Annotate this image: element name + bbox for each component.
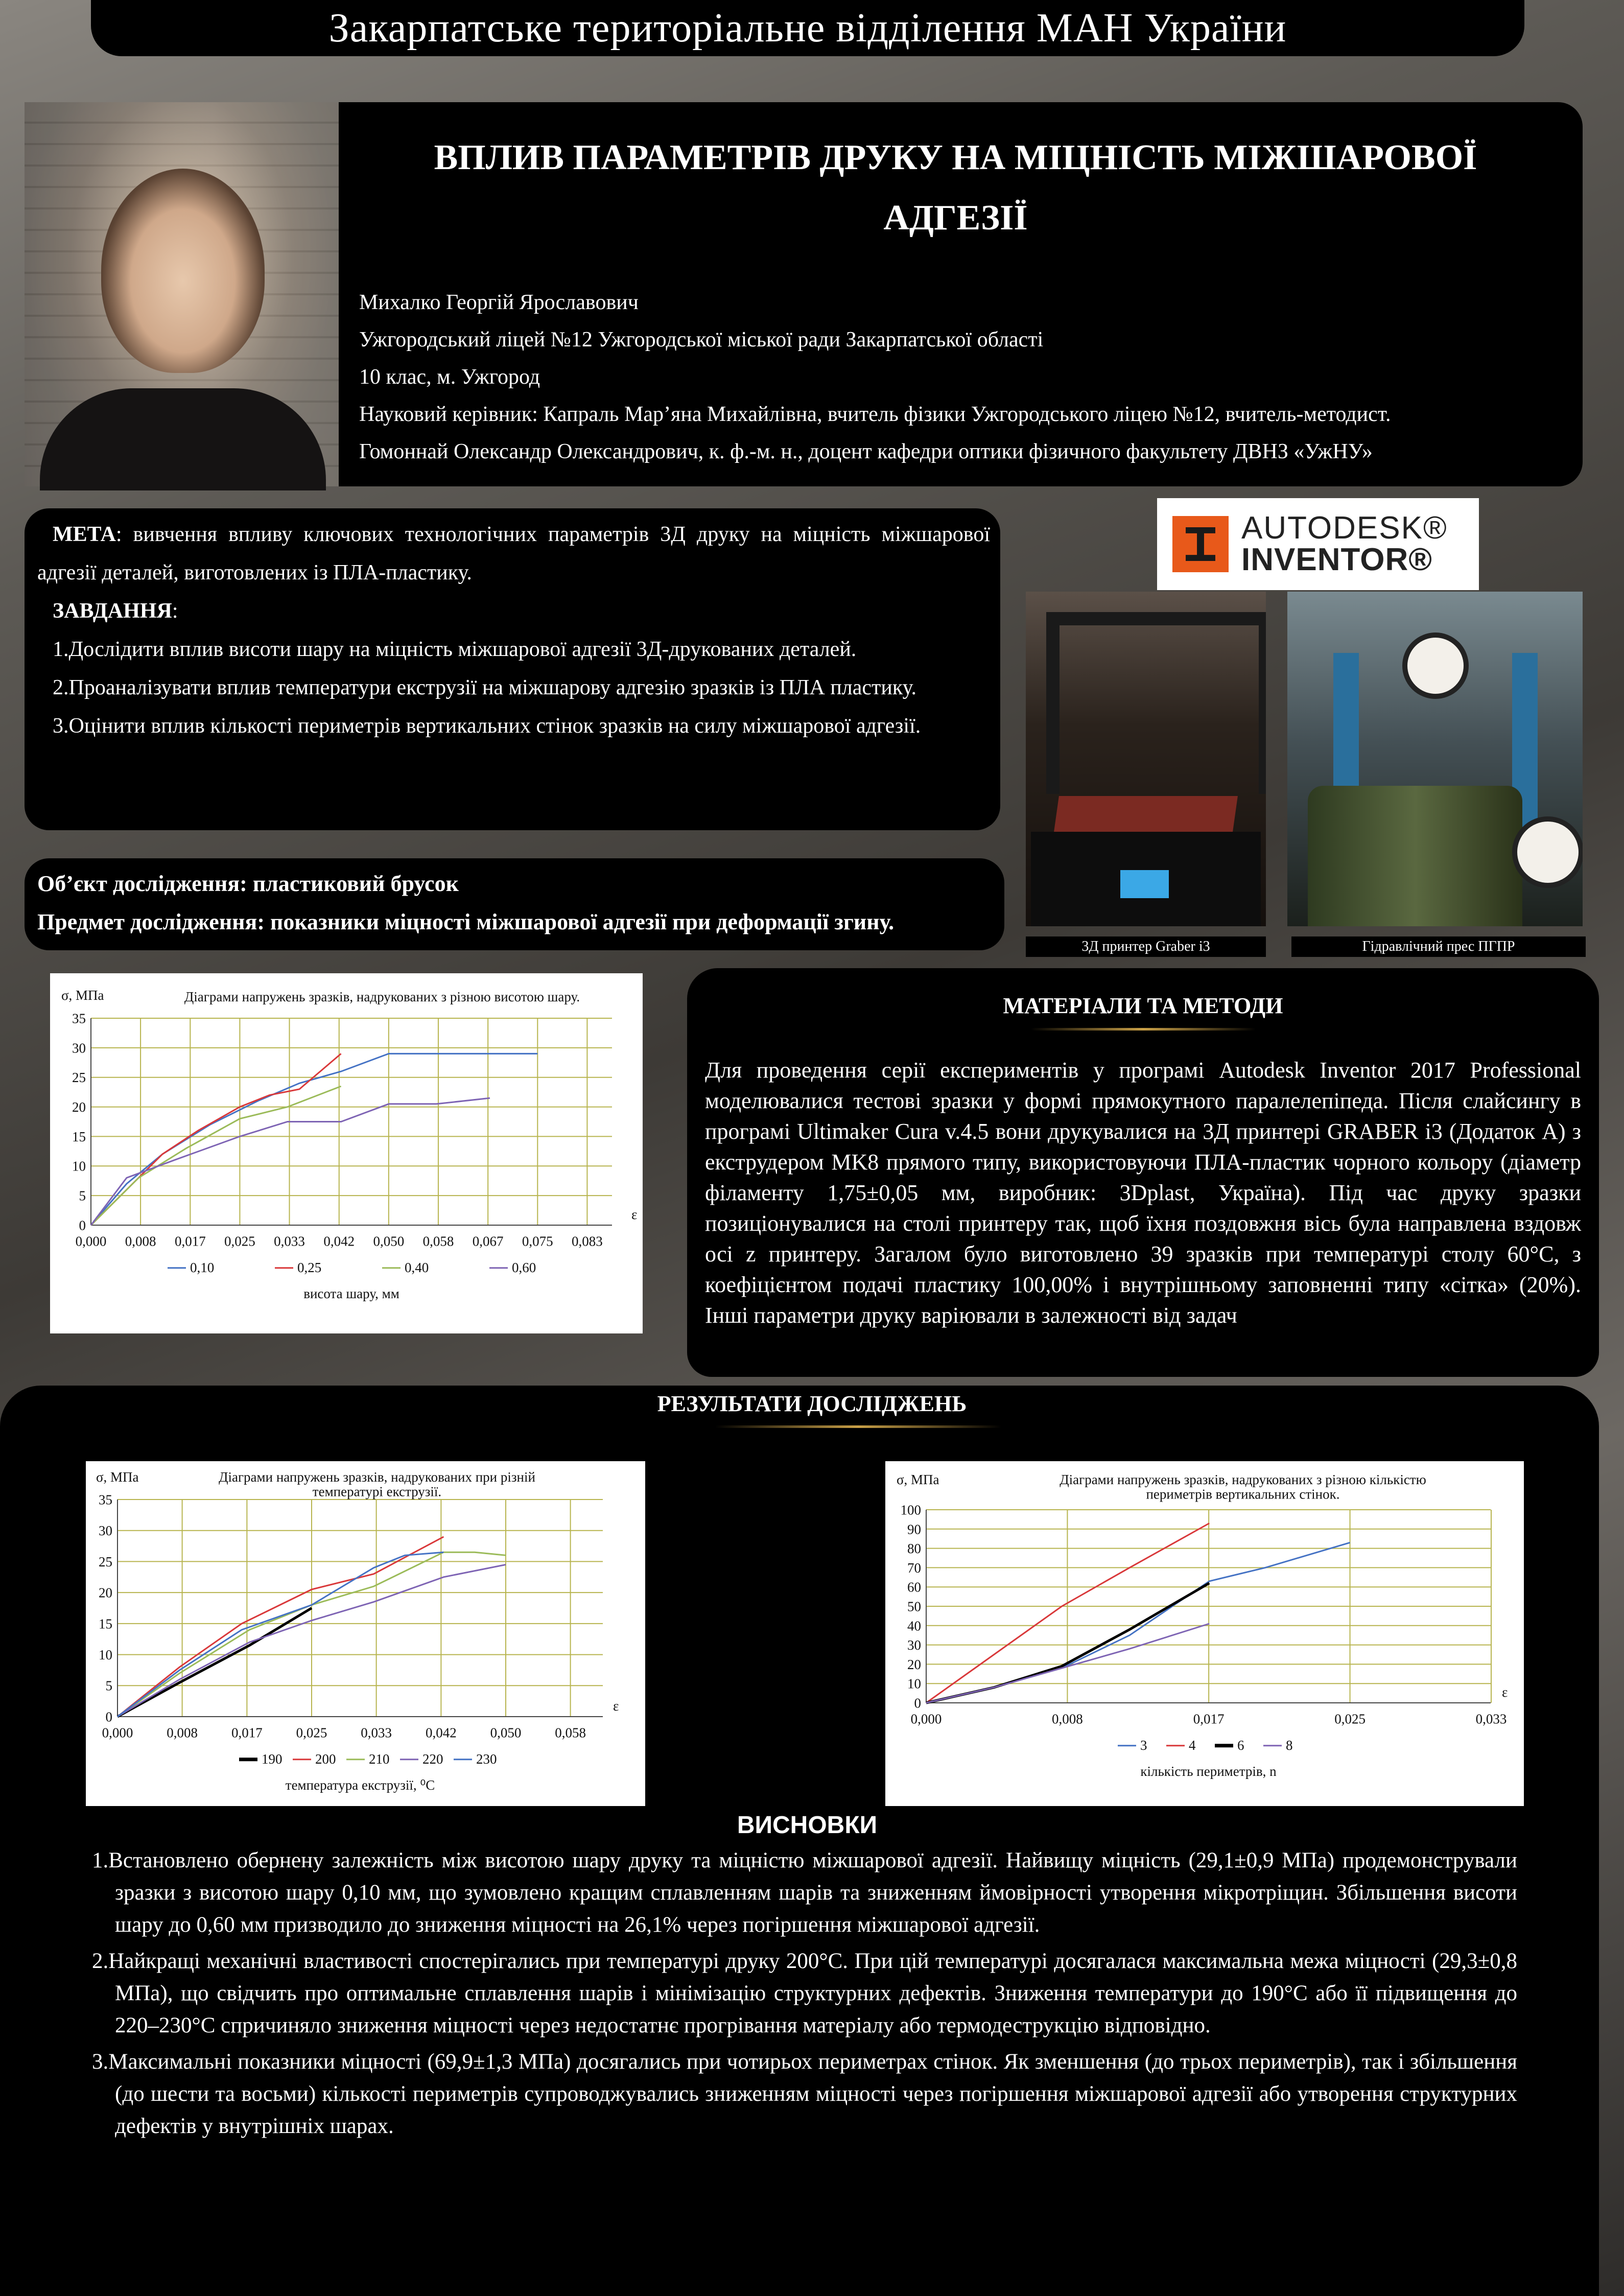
subject-line: Предмет дослідження: показники міцності міжшарової адгезії при деформації згину. (37, 909, 895, 934)
legend-label: 0,60 (512, 1259, 536, 1275)
x-tick-label: 0,017 (174, 1233, 206, 1249)
series-line-0,25 (91, 1053, 341, 1225)
y-tick-label: 70 (907, 1560, 921, 1576)
results-title: РЕЗУЛЬТАТИ ДОСЛІДЖЕНЬ (657, 1391, 967, 1416)
x-tick-label: 0,033 (1475, 1711, 1507, 1727)
series-line-190 (117, 1608, 312, 1717)
legend-label: 0,25 (297, 1259, 322, 1275)
y-tick-label: 5 (79, 1188, 86, 1204)
chart-temperature (86, 1461, 645, 1806)
object-panel (25, 858, 1004, 950)
chart-title: Діаграми напружень зразків, надрукованих з різною висотою шару. (184, 989, 580, 1004)
y-tick-label: 30 (99, 1523, 112, 1539)
series-line-0,60 (91, 1098, 490, 1225)
y-tick-label: 50 (907, 1599, 921, 1614)
header-banner (91, 0, 1524, 56)
y-tick-label: 0 (105, 1709, 112, 1725)
legend-label: 4 (1189, 1737, 1196, 1753)
x-axis-label: ε (631, 1207, 638, 1222)
x-tick-label: 0,025 (224, 1233, 255, 1249)
y-tick-label: 60 (907, 1579, 921, 1595)
x-tick-label: 0,000 (910, 1711, 942, 1727)
author-photo (25, 102, 340, 486)
x-tick-label: 0,008 (125, 1233, 156, 1249)
y-tick-label: 5 (105, 1678, 112, 1694)
logo-line-1: AUTODESK® (1241, 510, 1448, 546)
x-tick-label: 0,083 (572, 1233, 603, 1249)
task-item: 1.Дослідити вплив висоти шару на міцність міжшарової адгезії 3Д-друкованих деталей. (53, 638, 857, 661)
author-class: 10 клас, м. Ужгород (359, 365, 540, 389)
chart-title: Діаграми напружень зразків, надрукованих при різній (219, 1469, 535, 1485)
press-photo (1287, 592, 1583, 926)
x-tick-label: 0,017 (231, 1725, 263, 1741)
legend-label: 0,40 (405, 1259, 429, 1275)
y-tick-label: 80 (907, 1541, 921, 1557)
x-tick-label: 0,008 (167, 1725, 198, 1741)
x-tick-label: 0,050 (490, 1725, 522, 1741)
series-line-3 (926, 1542, 1350, 1703)
methods-text: Для проведення серії експериментів у програмі Autodesk Inventor 2017 Professional моделювалися тестові зразки у формі прямокутного паралелепіпеда. Після слайсингу в програмі Ultimaker Cura v.4.5 вони друкувалися на 3Д принтері GRABER i3 (Додаток А) з екструдером MK8 прямого типу, використовуючи ПЛА-пластик чорного кольору (діаметр філаменту 1,75±0,05 мм, виробник: 3Dplast, Україна). Під час друку зразки позиціонувалися на столі принтеру так, щоб їхня поздовжня вісь була направлена вздовж осі z принтеру. Загалом було виготовлено 39 зразків при температурі столу 60°C, з коефіцієнтом подачі пластику 100,00% і внутрішньому заповненні типу «сітка» (20%). Інші параметри друку варіювали в залежності від задач (705, 1058, 1581, 1328)
chart-temperature-svg (86, 1461, 645, 1806)
y-tick-label: 20 (99, 1585, 112, 1601)
x-tick-label: 0,058 (422, 1233, 454, 1249)
tasks-colon: : (172, 599, 178, 623)
y-tick-label: 10 (907, 1676, 921, 1692)
x-tick-label: 0,042 (426, 1725, 457, 1741)
y-tick-label: 30 (907, 1637, 921, 1653)
y-tick-label: 35 (99, 1492, 112, 1508)
legend-label: 210 (369, 1751, 390, 1767)
chart-title: температурі екструзії. (312, 1484, 442, 1500)
y-tick-label: 10 (72, 1158, 86, 1174)
conclusion-item: 1.Встановлено обернену залежність між висотою шару друку та міцністю міжшарової адгезії. Найвищу міцність (29,1±0,9 МПа) продемонстрували зразки з висотою шару 0,10 мм, що зумовлено кращим сплавленням шарів та зниженням ймовірності утворення мікротріщин. Збільшення висоти шару до 0,60 мм призводило до зниження міцності на 26,1% через погіршення міжшарової адгезії. (92, 1848, 1517, 1937)
logo-line-2: INVENTOR® (1241, 542, 1432, 577)
legend-title: висота шару, мм (303, 1286, 399, 1302)
legend-label: 8 (1286, 1737, 1293, 1753)
y-tick-label: 0 (914, 1695, 921, 1711)
y-tick-label: 90 (907, 1521, 921, 1537)
x-tick-label: 0,058 (555, 1725, 586, 1741)
y-axis-label: σ, МПа (61, 988, 104, 1003)
header-title: Закарпатське територіальне відділення МАН України (328, 5, 1287, 51)
legend-label: 3 (1140, 1737, 1147, 1753)
legend-title: температура екструзії, ⁰С (285, 1777, 435, 1793)
x-axis-label: ε (613, 1698, 619, 1714)
legend-label: 230 (476, 1751, 497, 1767)
y-tick-label: 15 (72, 1129, 86, 1144)
printer-caption: 3Д принтер Graber i3 (1026, 936, 1266, 957)
tasks-label: ЗАВДАННЯ (53, 599, 172, 623)
x-tick-label: 0,033 (361, 1725, 392, 1741)
supervisor-2: Гомоннай Олександр Олександрович, к. ф.-м. н., доцент кафедри оптики фізичного факультету ДВНЗ «УжНУ» (359, 440, 1373, 463)
author-name: Михалко Георгій Ярославович (359, 291, 639, 314)
paper-title: ВПЛИВ ПАРАМЕТРІВ ДРУКУ НА МІЦНІСТЬ МІЖШАРОВОЇ АДГЕЗІЇ (434, 138, 1477, 238)
x-tick-label: 0,000 (102, 1725, 133, 1741)
autodesk-inventor-logo (1157, 498, 1479, 590)
conclusion-item: 2.Найкращі механічні властивості спостерігались при температурі друку 200°C. При цій температурі досягалася максимальна межа міцності (29,3±0,8 МПа), що свідчить про оптимальне сплавлення шарів і мінімізацію структурних дефектів. Зниження температури до 190°C або її підвищення до 220–230°C спричиняло зниження міцності через недостатнє прогрівання матеріалу або термодеструкцію відповідно. (92, 1949, 1517, 2037)
y-tick-label: 20 (72, 1099, 86, 1115)
x-tick-label: 0,033 (274, 1233, 305, 1249)
conclusion-item: 3.Максимальні показники міцності (69,9±1,3 МПа) досягались при чотирьох периметрах стінок. Як зменшення (до трьох периметрів), так і збільшення (до шести та восьми) кількості периметрів супроводжувались зниженням міцності через погіршення міжшарової адгезії або утворення структурних дефектів у внутрішніх шарах. (92, 2050, 1517, 2138)
chart-title: периметрів вертикальних стінок. (1146, 1486, 1340, 1502)
authors-block (359, 284, 1552, 471)
legend-title: кількість периметрів, n (1140, 1764, 1277, 1779)
y-tick-label: 30 (72, 1040, 86, 1056)
goal-label: МЕТА (53, 523, 116, 546)
goal-panel (25, 508, 1000, 830)
title-panel (339, 102, 1583, 486)
press-caption: Гідравлічний прес ПГПР (1291, 936, 1586, 957)
conclusions-title: ВИСНОВКИ (737, 1812, 878, 1839)
x-tick-label: 0,025 (296, 1725, 327, 1741)
y-tick-label: 10 (99, 1647, 112, 1663)
goal-text: : вивчення впливу ключових технологічних параметрів 3Д друку на міцність міжшарової адгезії деталей, виготовлених із ПЛА-пластику. (37, 523, 990, 584)
chart-perimeters-svg (885, 1461, 1524, 1806)
y-tick-label: 25 (99, 1554, 112, 1569)
inventor-icon (1172, 516, 1229, 572)
legend-label: 0,10 (190, 1259, 215, 1275)
y-tick-label: 0 (79, 1217, 86, 1233)
y-tick-label: 25 (72, 1070, 86, 1086)
object-line: Об’єкт дослідження: пластиковий брусок (37, 871, 459, 896)
task-item: 3.Оцінити вплив кількості периметрів вертикальних стінок зразків на силу міжшарової адгезії. (53, 714, 921, 738)
methods-panel (687, 968, 1599, 1377)
x-tick-label: 0,000 (75, 1233, 107, 1249)
y-axis-label: σ, МПа (897, 1472, 939, 1487)
x-tick-label: 0,067 (472, 1233, 504, 1249)
y-tick-label: 40 (907, 1618, 921, 1634)
x-tick-label: 0,025 (1334, 1711, 1366, 1727)
y-tick-label: 20 (907, 1656, 921, 1672)
x-tick-label: 0,017 (1193, 1711, 1225, 1727)
supervisor-1: Науковий керівник: Капраль Мар’яна Михайлівна, вчитель фізики Ужгородського ліцею №12, вчитель-методист. (359, 403, 1391, 426)
methods-title: МАТЕРІАЛИ ТА МЕТОДИ (1003, 993, 1283, 1018)
chart-layer-height (50, 973, 643, 1333)
chart-layer-height-svg (50, 973, 643, 1333)
x-tick-label: 0,008 (1052, 1711, 1083, 1727)
x-tick-label: 0,075 (522, 1233, 553, 1249)
legend-label: 220 (422, 1751, 443, 1767)
y-tick-label: 15 (99, 1616, 112, 1632)
chart-perimeters (885, 1461, 1524, 1806)
y-tick-label: 35 (72, 1011, 86, 1026)
legend-label: 6 (1237, 1737, 1244, 1753)
legend-label: 200 (315, 1751, 336, 1767)
chart-title: Діаграми напружень зразків, надрукованих з різною кількістю (1060, 1472, 1426, 1487)
x-tick-label: 0,042 (323, 1233, 355, 1249)
series-line-0,10 (91, 1053, 537, 1225)
x-tick-label: 0,050 (373, 1233, 405, 1249)
x-axis-label: ε (1502, 1684, 1508, 1700)
legend-label: 190 (262, 1751, 283, 1767)
task-item: 2.Проаналізувати вплив температури екструзії на міжшарову адгезію зразків із ПЛА пластику. (53, 676, 916, 699)
y-tick-label: 100 (900, 1502, 921, 1518)
conclusions-list (92, 1844, 1517, 2146)
printer-photo (1026, 592, 1266, 926)
author-school: Ужгородський ліцей №12 Ужгородської міської ради Закарпатської області (359, 328, 1044, 352)
y-axis-label: σ, МПа (96, 1469, 139, 1485)
